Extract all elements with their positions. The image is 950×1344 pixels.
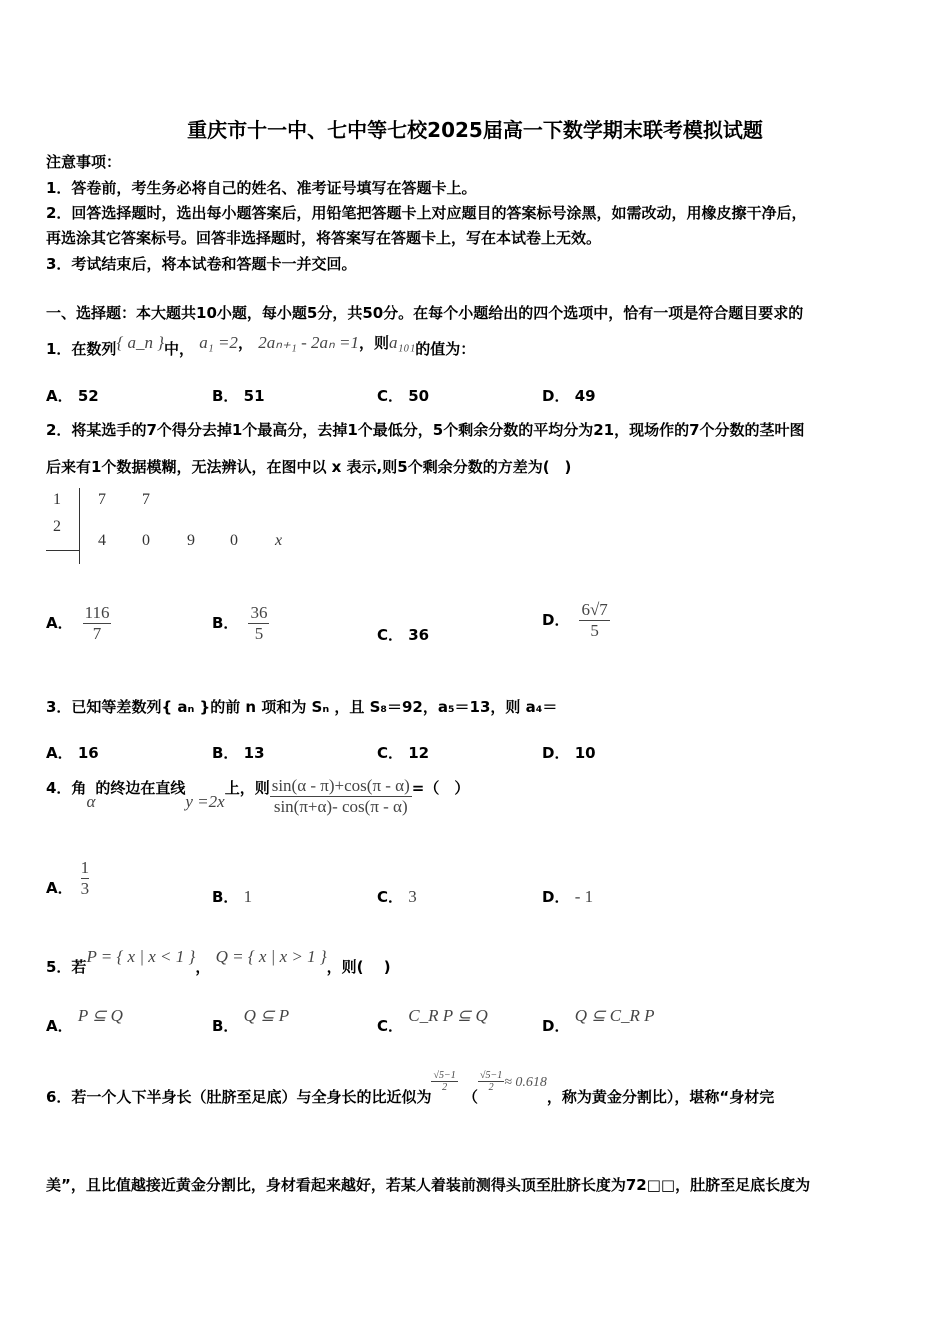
- q1-math: a₁₀₁: [389, 333, 416, 352]
- leaf: x: [275, 532, 283, 549]
- question-2-line-2: 后来有1个数据模糊，无法辨认，在图中以 x 表示,则5个剩余分数的方差为( ): [46, 458, 572, 476]
- leaf: 4: [98, 532, 106, 549]
- q2-option-b[interactable]: B． $\frac{36}{5}$: [212, 603, 268, 643]
- note-item: 再选涂其它答案标号。回答非选择题时，将答案写在答题卡上，写在本试卷上无效。: [46, 229, 602, 247]
- divider: [46, 550, 79, 551]
- q3-option-c[interactable]: C． 12: [377, 744, 430, 762]
- q4-option-b[interactable]: B． 1: [212, 887, 253, 906]
- question-6-line-2: 美”，且比值越接近黄金分割比，身材看起来越好，若某人着装前测得头顶至肚脐长度为72□□，肚脐至足底长度为: [46, 1176, 811, 1194]
- q1-math: { a_n }: [116, 333, 165, 352]
- q5-option-c[interactable]: C． C_R P ⊆ Q: [377, 1006, 488, 1035]
- page-title: 重庆市十一中、七中等七校2025届高一下数学期末联考模拟试题: [187, 118, 763, 142]
- q1-option-a[interactable]: A． 52: [46, 387, 99, 405]
- question-6-line-1: 6．若一个人下半身长（肚脐至足底）与全身长的比近似为 $\frac{√5-1}{2}$ （ $\frac{√5-1}{2}$ ≈ 0.618，称为黄金分割比），堪称“身材完: [46, 1070, 775, 1106]
- q5-option-a[interactable]: A． P ⊆ Q: [46, 1006, 123, 1035]
- note-item: 2．回答选择题时，选出每小题答案后，用铅笔把答题卡上对应题目的答案标号涂黑，如需改动，用橡皮擦干净后，: [46, 204, 807, 222]
- q4-option-d[interactable]: D． - 1: [542, 887, 594, 906]
- note-item: 1．答卷前，考生务必将自己的姓名、准考证号填写在答题卡上。: [46, 179, 477, 197]
- q1-math: a₁ =2: [199, 333, 238, 352]
- question-1: [46, 332, 476, 358]
- stem: 2: [53, 518, 61, 535]
- note-item: 3．考试结束后，将本试卷和答题卡一并交回。: [46, 255, 357, 273]
- q2-option-c[interactable]: C． 36: [377, 626, 430, 644]
- q1-option-b[interactable]: B． 51: [212, 387, 265, 405]
- leaf: 0: [230, 532, 238, 549]
- q3-option-a[interactable]: A． 16: [46, 744, 99, 762]
- leaf: 7: [98, 491, 106, 508]
- stem: 1: [53, 491, 61, 508]
- q1-option-c[interactable]: C． 50: [377, 387, 430, 405]
- q1-math: 2aₙ₊₁ - 2aₙ =1: [258, 333, 360, 352]
- q4-option-c[interactable]: C． 3: [377, 887, 417, 906]
- q4-option-a[interactable]: A． $\frac{1}{3}$: [46, 858, 90, 898]
- q5-option-b[interactable]: B． Q ⊆ P: [212, 1006, 290, 1035]
- question-5: 5．若P = { x | x < 1 }， Q = { x | x > 1 }，则( ): [46, 947, 391, 976]
- question-2-line-1: 2．将某选手的7个得分去掉1个最高分，去掉1个最低分，5个剩余分数的平均分为21，现场作的7个分数的茎叶图: [46, 421, 805, 439]
- q1-text: 1．在数列: [46, 340, 117, 358]
- q5-option-d[interactable]: D． Q ⊆ C_R P: [542, 1006, 655, 1035]
- question-4: 4．角α的终边在直线y =2x上，则 $\frac{\sin(\alpha - \pi)+\cos(\pi - \alpha)}{\sin(\pi+\alpha)- \cos(\pi - \alpha)}$ =（ ）: [46, 776, 470, 816]
- q1-text: 中，: [164, 340, 195, 358]
- question-3: 3．已知等差数列{ aₙ }的前 n 项和为 Sₙ ，且 S₈＝92，a₅＝13，则 a₄＝: [46, 698, 558, 716]
- leaf: 0: [142, 532, 150, 549]
- q1-text: ，: [237, 334, 253, 352]
- q1-option-d[interactable]: D． 49: [542, 387, 596, 405]
- q2-option-a[interactable]: A． $\frac{116}{7}$: [46, 603, 110, 643]
- q3-option-b[interactable]: B． 13: [212, 744, 265, 762]
- divider: [79, 488, 80, 564]
- q3-option-d[interactable]: D． 10: [542, 744, 596, 762]
- leaf: 7: [142, 491, 150, 508]
- section-heading: 一、选择题：本大题共10小题，每小题5分，共50分。在每个小题给出的四个选项中，恰有一项是符合题目要求的: [46, 304, 804, 322]
- leaf: 9: [187, 532, 195, 549]
- notes-heading: 注意事项：: [46, 153, 122, 171]
- q1-text: ，则: [359, 334, 390, 352]
- q2-option-d[interactable]: D． $\frac{6√7}{5}$: [542, 600, 608, 640]
- q1-text: 的值为：: [415, 340, 476, 358]
